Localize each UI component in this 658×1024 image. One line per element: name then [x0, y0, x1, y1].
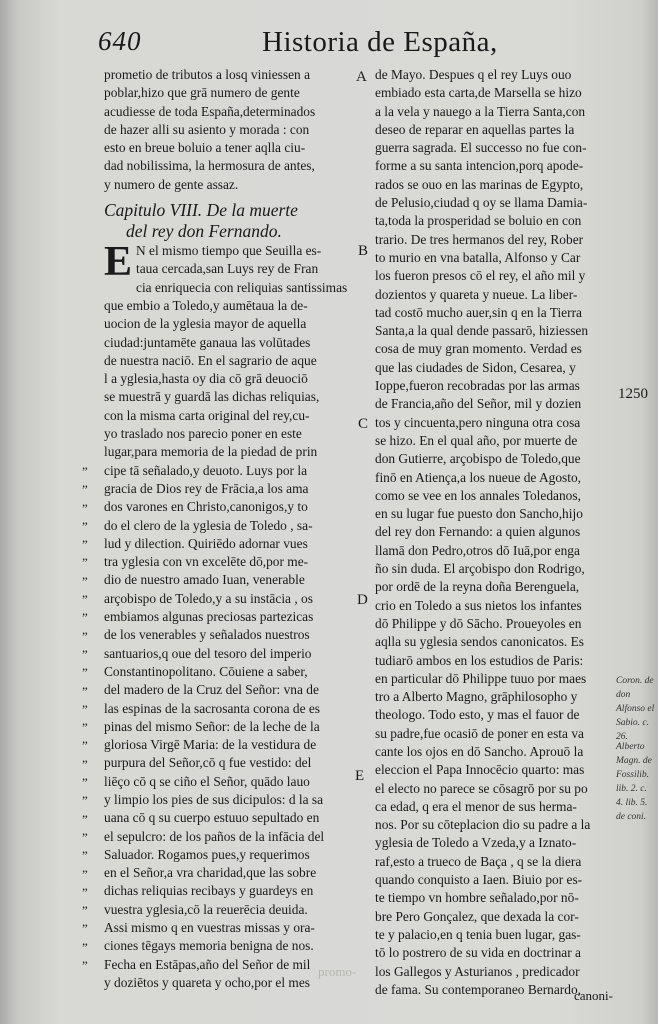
text-line: los Gallegos y Asturianos , predicador: [375, 963, 580, 979]
quote-mark: „: [82, 530, 88, 546]
text-line: tro a Alberto Magno, grāphilosopho y: [375, 689, 578, 705]
left-column-body: [104, 239, 369, 992]
text-line: tra yglesia con vn excelēte dō,por me-: [104, 554, 309, 570]
text-line: ciudad:juntamēte ganaua las volūtades: [104, 334, 311, 350]
page-header: [0, 22, 658, 62]
text-line: de hazer alli su asiento y morada : con: [104, 121, 310, 137]
text-line: nos. Por su cōteplacion dio su padre a la: [375, 817, 591, 833]
quote-mark: „: [82, 841, 88, 857]
text-line: dō Philippe y dō Sācho. Proueyoles en: [375, 615, 582, 631]
quote-mark: „: [82, 621, 88, 637]
text-line: dozientos y quareta y nueue. La liber-: [375, 286, 578, 302]
text-line: dio de nuestro amado Iuan, venerable: [104, 572, 305, 588]
text-line: ta,toda la prosperidad se boluio en con: [375, 213, 582, 229]
text-line: pinas del mismo Señor: de la leche de la: [104, 718, 320, 734]
text-line: yglesia de Toledo a Vzeda,y a Iznato-: [375, 835, 577, 851]
chapter-heading-line: del rey don Fernando.: [126, 221, 282, 242]
text-line: ciones tēgays memoria benigna de nos.: [104, 938, 314, 954]
text-line: dad nobilissima, la hermosura de antes,: [104, 158, 315, 174]
text-line: con la misma carta original del rey,cu-: [104, 407, 310, 423]
section-letter-e: E: [355, 768, 365, 784]
text-line: deseo de reparar en aquellas partes la: [375, 121, 575, 137]
quote-mark: „: [82, 804, 88, 820]
text-line: santuarios,q oue del tesoro del imperio: [104, 645, 312, 661]
quote-mark: „: [82, 585, 88, 601]
text-line: de fama. Su contemporaneo Bernardo,: [375, 981, 581, 997]
text-line: cante los ojos en dō Sancho. Aprouō la: [375, 743, 584, 759]
text-line: finō en Atiença,a los nueue de Agosto,: [375, 469, 582, 485]
margin-note: Alberto Magn. de Fossilib. lib. 2. c. 4. lib. 5. de coni.: [616, 742, 652, 822]
quote-mark: „: [82, 658, 88, 674]
text-line: vuestra yglesia,cō la reuerēcia deuida.: [104, 901, 308, 917]
text-line: ño sin duda. El arçobispo don Rodrigo,: [375, 561, 585, 577]
text-line: uocion de la yglesia mayor de aquella: [104, 316, 307, 332]
text-line: por ordē de la reyna doña Berenguela,: [375, 579, 580, 595]
text-line: crio en Toledo a sus nietos los infantes: [375, 597, 582, 613]
text-line: y limpio los pies de sus dicipulos: d la sa: [104, 791, 324, 807]
text-line: cipe tā señalado,y deuoto. Luys por la: [104, 462, 308, 478]
quote-mark: „: [82, 951, 88, 967]
text-line: tad costō mucho auer,sin q en la Tierra: [375, 304, 582, 320]
text-line: arçobispo de Toledo,y a su instācia , os: [104, 590, 313, 606]
text-line: bre Pero Gonçalez, que dexada la cor-: [375, 908, 579, 924]
quotation-marks: [82, 456, 88, 968]
text-line: N el mismo tiempo que Seuilla es-: [136, 243, 322, 259]
text-line: dichas reliquias recibays y guardeys en: [104, 883, 314, 899]
section-letter-c: C: [358, 416, 369, 432]
text-line: rados se ouo en las marinas de Egypto,: [375, 176, 584, 192]
quote-mark: „: [82, 457, 88, 472]
quote-mark: „: [82, 713, 88, 729]
left-column-intro: [104, 66, 366, 194]
text-line: tō lo postrero de su vida en doctrinar a: [375, 945, 582, 961]
text-line: lud y dilection. Quiriēdo adornar vues: [104, 535, 308, 551]
text-line: Santa,a la qual dende passarō, hiziessen: [375, 323, 589, 339]
quote-mark: „: [82, 877, 88, 893]
text-line: de nuestra naciō. En el sagrario de aque: [104, 352, 317, 368]
text-line: taua cercada,san Luys rey de Fran: [136, 261, 319, 277]
text-line: de Pelusio,ciudad q oy se llama Damia-: [375, 195, 588, 211]
text-line: Assi mismo q en vuestras missas y ora-: [104, 920, 315, 936]
text-line: en particular dō Philippe tuuo por maes: [375, 670, 587, 686]
page-number: 640: [98, 26, 142, 56]
quote-mark: „: [82, 694, 88, 710]
chapter-heading-line: Capitulo VIII. De la muerte: [104, 200, 298, 221]
quote-mark: „: [82, 475, 88, 491]
text-line: que embio a Toledo,y aumētaua la de-: [104, 297, 308, 313]
text-line: en su lugar fue puesto don Sancho,hijo: [375, 506, 583, 522]
quote-mark: „: [82, 859, 88, 875]
text-line: llamā don Pedro,otros dō Iuā,por enga: [375, 542, 580, 558]
section-letter-a: A: [356, 69, 367, 85]
text-line: Saluador. Rogamos pues,y requerimos: [104, 846, 310, 862]
drop-cap: E: [104, 239, 133, 286]
text-line: a la vela y nauego a la Tierra Santa,con: [375, 103, 586, 119]
text-line: forme a su santa intencion,porq apode-: [375, 158, 584, 174]
text-line: se hizo. En el qual año, por muerte de: [375, 432, 578, 448]
text-line: gloriosa Virgē Maria: de la vestidura de: [104, 737, 317, 753]
text-line: liēço cō q se ciño el Señor, quādo lauo: [104, 773, 310, 789]
running-title: Historia de España,: [262, 26, 498, 58]
text-line: en el Señor,a vra charidad,que las sobre: [104, 865, 317, 881]
quote-mark: „: [82, 896, 88, 912]
text-line: Constantinopolitano. Cōuiene a saber,: [104, 663, 308, 679]
text-line: los fueron presos cō el rey, el año mil y: [375, 268, 586, 284]
quote-mark: „: [82, 749, 88, 765]
text-line: raf,esto a trueco de Baça , q se la diera: [375, 853, 582, 869]
text-line: del rey don Fernando: a quien algunos: [375, 524, 581, 540]
text-line: quando conquisto a Iaen. Biuio por es-: [375, 872, 583, 888]
text-line: purpura del Señor,cō q fue vestido: del: [104, 755, 312, 771]
text-line: cosa de muy gran momento. Verdad es: [375, 341, 582, 357]
quote-mark: „: [82, 822, 88, 838]
text-line: gracia de Dios rey de Frācia,a los ama: [104, 480, 309, 496]
text-line: de Francia,año del Señor, mil y dozien: [375, 396, 582, 412]
text-line: del madero de la Cruz del Señor: vna de: [104, 682, 319, 698]
text-line: y numero de gente assaz.: [104, 176, 239, 192]
bleed-through-text: promo-: [318, 964, 357, 979]
text-line: don Gutierre, arçobispo de Toledo,que: [375, 451, 581, 467]
text-line: las espinas de la sacrosanta corona de es: [104, 700, 321, 716]
text-line: tos y cincuenta,pero ninguna otra cosa: [375, 414, 581, 430]
text-line: embiamos algunas preciosas partezicas: [104, 609, 314, 625]
text-line: se muestrā y guardā las dichas reliquias,: [104, 389, 320, 405]
text-line: to murio en vna batalla, Alfonso y Car: [375, 249, 581, 265]
text-line: theologo. Todo esto, y mas el fauor de: [375, 707, 580, 723]
quote-mark: „: [82, 768, 88, 784]
text-line: tudiarō ambos en los estudios de Paris:: [375, 652, 584, 668]
text-line: Ioppe,fueron recobradas por las armas: [375, 378, 580, 394]
text-line: yo traslado nos parecio poner en este: [104, 426, 302, 442]
right-column: [375, 66, 623, 999]
text-line: prometio de tributos a losq viniessen a: [104, 67, 311, 82]
margin-year: 1250: [618, 386, 648, 402]
quote-mark: „: [82, 786, 88, 802]
left-column: [104, 66, 369, 992]
text-line: embiado esta carta,de Marsella se hizo: [375, 85, 582, 101]
text-line: el electo no parece se cōsagrō por su po: [375, 780, 588, 796]
quote-mark: „: [82, 676, 88, 692]
text-line: esto en breue boluio a tener aqlla ciu-: [104, 140, 306, 156]
quote-mark: „: [82, 639, 88, 655]
text-line: te y palacio,en q tenia buen lugar, gas-: [375, 926, 581, 942]
text-line: el sepulcro: de los paños de la infācia del: [104, 828, 325, 844]
text-line: acudiesse de toda España,determinados: [104, 103, 316, 119]
chapter-heading: [104, 200, 366, 242]
catchword: canoni-: [574, 988, 613, 1003]
quote-mark: „: [82, 731, 88, 747]
quote-mark: „: [82, 548, 88, 564]
text-line: aqlla su yglesia sendos canonicatos. Es: [375, 634, 584, 650]
quote-mark: „: [82, 603, 88, 619]
text-line: de los venerables y señalados nuestros: [104, 627, 310, 643]
text-line: l a yglesia,hasta oy dia cō grā deuociō: [104, 371, 308, 387]
section-letter-b: B: [358, 243, 369, 259]
text-line: que las ciudades de Sidon, Cesarea, y: [375, 359, 576, 375]
text-line: poblar,hizo que grā numero de gente: [104, 85, 300, 101]
margin-note: Coron. de don Alfonso el Sabio. c. 26.: [616, 676, 655, 742]
text-line: guerra sagrada. El successo no fue con-: [375, 140, 587, 156]
text-line: dos varones en Christo,canonigos,y to: [104, 499, 308, 515]
quote-mark: „: [82, 932, 88, 948]
quote-mark: „: [82, 914, 88, 930]
text-line: lugar,para memoria de la piedad de prin: [104, 444, 318, 460]
text-line: trario. De tres hermanos del rey, Rober: [375, 231, 584, 247]
text-line: uana cō q su cuerpo estuuo sepultado en: [104, 810, 320, 826]
text-line: su padre,fue ocasiō de poner en esta va: [375, 725, 584, 741]
text-line: ca edad, q era el menor de sus herma-: [375, 798, 577, 814]
quote-mark: „: [82, 566, 88, 582]
quote-mark: „: [82, 511, 88, 527]
text-line: y doziētos y quareta y ocho,por el mes: [104, 974, 311, 990]
text-line: cia enriquecia con reliquias santissimas: [136, 279, 348, 295]
text-line: de Mayo. Despues q el rey Luys ouo: [375, 67, 572, 82]
text-line: Fecha en Estāpas,año del Señor de mil: [104, 956, 311, 972]
text-line: te tiempo vn hombre señalado,por nō-: [375, 890, 579, 906]
text-line: eleccion el Papa Innocēcio quarto: mas: [375, 762, 585, 778]
quote-mark: „: [82, 493, 88, 509]
text-line: como se vee en los annales Toledanos,: [375, 487, 581, 503]
section-letter-d: D: [357, 592, 368, 608]
text-line: do el clero de la yglesia de Toledo , sa-: [104, 517, 313, 533]
